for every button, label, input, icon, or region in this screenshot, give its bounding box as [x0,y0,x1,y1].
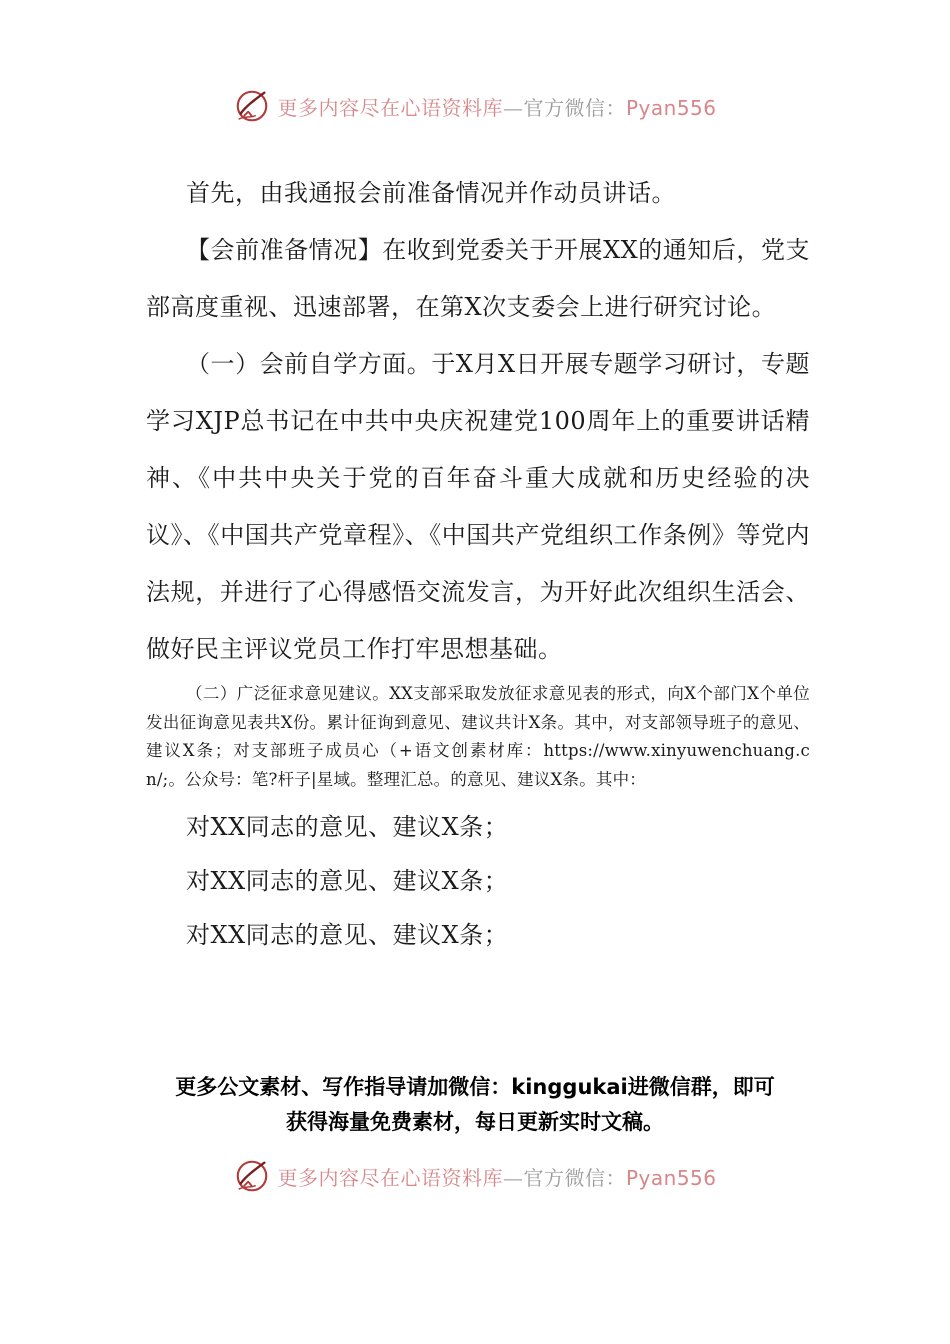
list-item: 对XX同志的意见、建议X条； [186,813,509,841]
list-item: 对XX同志的意见、建议X条； [186,867,509,895]
header-watermark [0,84,950,128]
list-item: 对XX同志的意见、建议X条； [186,921,509,949]
paragraph-opinions: （二）广泛征求意见建议。XX支部采取发放征求意见表的形式，向X个部门X个单位发出征询意见表共X份。累计征询到意见、建议共计X条。其中，对支部领导班子的意见、建议X条；对支部班子成员心（+语文创素材库：https://www.xinyuwenchuang.cn/;。公众号：笔?杆子|星域。整理汇总。的意见、建议X条。其中： [146,684,810,789]
footer-watermark-inner [233,1157,716,1195]
footer-line-2: 获得海量免费素材，每日更新实时文稿。 [286,1110,664,1134]
watermark-text: 更多内容尽在心语资料库—官方微信：Pyan556 [277,1165,717,1190]
footer-note [0,1070,950,1140]
pen-scroll-logo-icon [233,1157,271,1195]
paragraph-self-study: （一）会前自学方面。于X月X日开展专题学习研讨，专题学习XJP总书记在中共中央庆祝建党100周年上的重要讲话精神、《中共中央关于党的百年奋斗重大成就和历史经验的决议》、《中国共产党章程》、《中国共产党组织工作条例》等党内法规，并进行了心得感悟交流发言，为开好此次组织生活会、做好民主评议党员工作打牢思想基础。 [146,350,810,663]
document-body [146,165,810,962]
paragraph-preparation: 【会前准备情况】在收到党委关于开展XX的通知后，党支部高度重视、迅速部署，在第X次支委会上进行研究讨论。 [146,236,810,321]
pen-scroll-logo-icon [233,87,271,125]
footer-watermark [0,1154,950,1198]
paragraph-intro: 首先，由我通报会前准备情况并作动员讲话。 [186,179,676,207]
header-watermark-inner [233,87,716,125]
footer-line-1: 更多公文素材、写作指导请加微信：kinggukai进微信群，即可 [175,1075,775,1099]
watermark-text: 更多内容尽在心语资料库—官方微信：Pyan556 [277,95,717,120]
